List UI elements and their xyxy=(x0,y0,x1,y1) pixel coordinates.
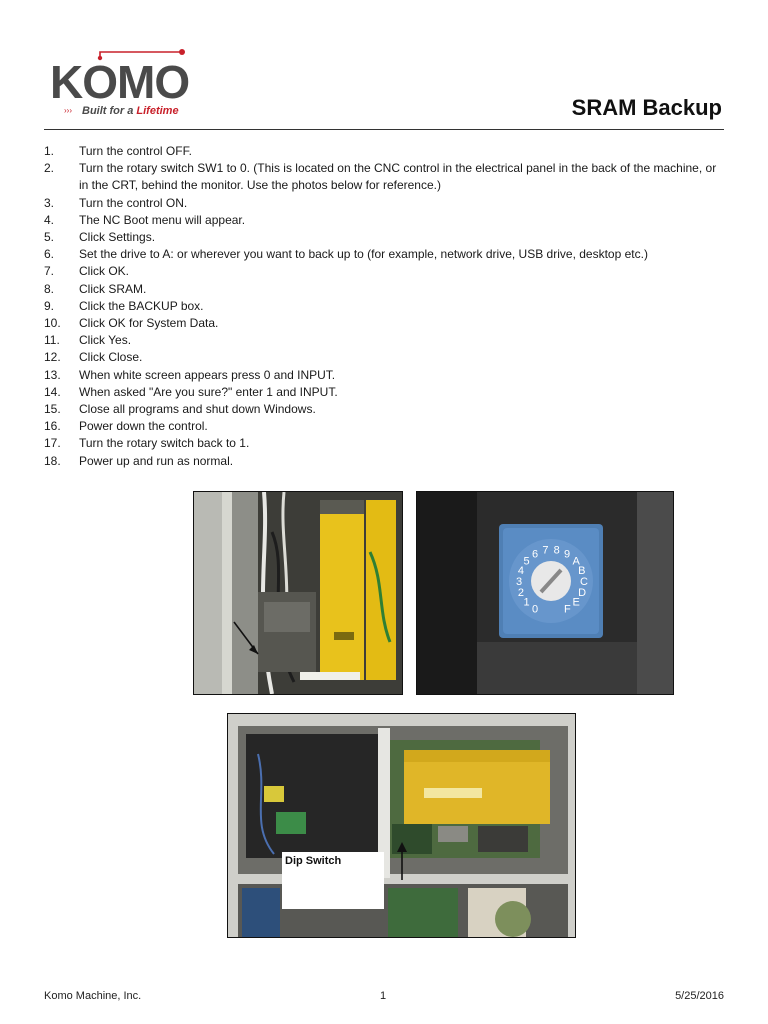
step-number: 9. xyxy=(44,298,55,313)
step-number: 3. xyxy=(44,195,55,210)
list-item xyxy=(44,384,724,401)
step-number: 17. xyxy=(44,436,61,451)
step-text: Click Settings. xyxy=(79,230,156,245)
step-number: 11. xyxy=(44,333,60,348)
dial-digit: 5 xyxy=(523,555,530,568)
step-text: Power down the control. xyxy=(79,419,208,434)
step-text: Click the BACKUP box. xyxy=(79,298,204,313)
step-number: 8. xyxy=(44,281,55,296)
footer-date: 5/25/2016 xyxy=(675,990,724,1002)
step-number: 18. xyxy=(44,453,61,468)
step-text: Turn the control ON. xyxy=(79,195,188,210)
step-number: 14. xyxy=(44,384,61,399)
dial-digit: D xyxy=(578,586,587,599)
list-item xyxy=(44,229,724,246)
electrical-panel-photo xyxy=(193,491,403,695)
step-text: Turn the rotary switch SW1 to 0. (This is located on the CNC control in the electrical panel in the back of the machine, or in the CRT, behind the monitor. Use the photos below for reference.) xyxy=(79,161,717,193)
step-text: Click Yes. xyxy=(79,333,132,348)
step-number: 15. xyxy=(44,402,61,417)
list-item xyxy=(44,195,724,212)
footer-company: Komo Machine, Inc. xyxy=(44,990,142,1002)
dial-digit: A xyxy=(572,555,580,568)
step-number: 4. xyxy=(44,212,55,227)
list-item xyxy=(44,453,724,470)
step-text: Click OK. xyxy=(79,264,130,279)
svg-text:›››: ››› xyxy=(64,106,72,115)
dial-digit: 0 xyxy=(532,603,539,616)
list-item xyxy=(44,281,724,298)
header-divider xyxy=(44,129,724,130)
svg-text:Built for a Lifetime xyxy=(82,105,179,117)
step-text: Click OK for System Data. xyxy=(79,316,219,331)
dial-digit: C xyxy=(580,576,588,588)
list-item xyxy=(44,435,724,452)
step-number: 12. xyxy=(44,350,61,365)
step-text: When white screen appears press 0 and INPUT. xyxy=(79,367,336,382)
step-text: Set the drive to A: or wherever you want to back up to (for example, network drive, USB drive, desktop etc.) xyxy=(79,247,648,262)
list-item xyxy=(44,298,724,315)
step-text: When asked "Are you sure?" enter 1 and INPUT. xyxy=(79,384,338,399)
logo-tagline-prefix: Built for a xyxy=(82,105,137,117)
step-text: Close all programs and shut down Windows. xyxy=(79,402,316,417)
dial-digit: B xyxy=(578,565,586,578)
dial-digit: F xyxy=(564,603,571,616)
step-number: 2. xyxy=(44,161,55,176)
list-item xyxy=(44,367,724,384)
list-item xyxy=(44,315,724,332)
step-number: 7. xyxy=(44,264,55,279)
list-item xyxy=(44,212,724,229)
step-text: Power up and run as normal. xyxy=(79,453,234,468)
step-number: 5. xyxy=(44,230,55,245)
dial-digit: 6 xyxy=(532,548,539,561)
dial-digit: 4 xyxy=(517,565,525,578)
list-item xyxy=(44,418,724,435)
list-item xyxy=(44,160,724,194)
dial-digit: 3 xyxy=(516,576,523,588)
list-item xyxy=(44,401,724,418)
list-item xyxy=(44,143,724,160)
step-number: 13. xyxy=(44,367,61,382)
rotary-switch-photo xyxy=(416,491,674,695)
dip-switch-label: Dip Switch xyxy=(282,852,384,909)
komo-logo-graphic xyxy=(48,46,208,120)
step-text: The NC Boot menu will appear. xyxy=(79,212,246,227)
list-item xyxy=(44,349,724,366)
step-text: Turn the control OFF. xyxy=(79,144,192,158)
logo-brand-text: KOMO xyxy=(50,56,190,108)
komo-logo xyxy=(48,46,208,120)
list-item xyxy=(44,332,724,349)
instruction-steps xyxy=(44,143,724,470)
dial-digit: 7 xyxy=(542,544,549,557)
step-text: Turn the rotary switch back to 1. xyxy=(79,436,250,451)
step-number: 6. xyxy=(44,247,55,262)
step-text: Click Close. xyxy=(79,350,143,365)
footer-page-number: 1 xyxy=(380,990,387,1002)
list-item xyxy=(44,263,724,280)
dial-digit: 9 xyxy=(564,548,571,561)
step-number: 16. xyxy=(44,419,61,434)
dial-digit: 1 xyxy=(523,596,530,609)
step-text: Click SRAM. xyxy=(79,281,147,296)
page-title: SRAM Backup xyxy=(571,95,722,120)
dial-digit: 8 xyxy=(553,544,560,557)
list-item xyxy=(44,246,724,263)
logo-tagline-accent: Lifetime xyxy=(136,105,179,117)
dial-digit: 2 xyxy=(517,586,525,599)
step-number: 10. xyxy=(44,316,61,331)
step-number: 1. xyxy=(44,144,55,158)
dial-digit: E xyxy=(572,596,580,609)
crt-back-photo xyxy=(227,713,576,938)
